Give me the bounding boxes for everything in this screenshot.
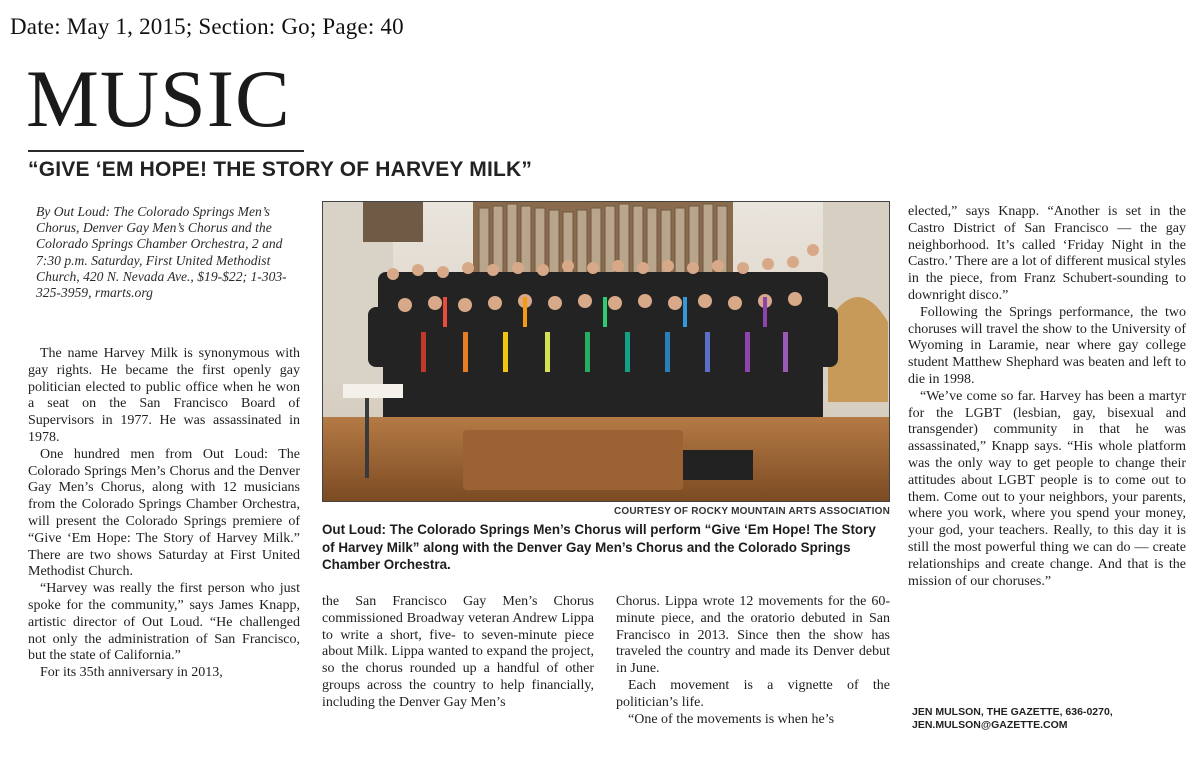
paragraph: One hundred men from Out Loud: The Colorado Springs Men’s Chorus and the Denver Gay Men’s Chorus, along with 12 musicians from the Colorado Springs Chamber Orchestra, will present the Colorado Springs premiere of “Give ‘Em Hope: The Story of Harvey Milk.” There are two shows Saturday at First United Methodist Church. bbox=[28, 446, 300, 580]
article-column-3 bbox=[616, 594, 890, 728]
paragraph: elected,” says Knapp. “Another is set in the Castro District of San Francisco — the gay neighborhood. It’s called ‘Friday Night in the Castro.’ There are a lot of different musical styles in the piece, from Franz Schubert-sounding to downright disco.” bbox=[908, 204, 1186, 303]
paragraph: Following the Springs performance, the two choruses will travel the show to the University of Wyoming in Laramie, near where gay college student Matthew Shephard was beaten and left to die in 1998. bbox=[908, 304, 1186, 387]
article-column-1 bbox=[28, 346, 300, 682]
article-headline: “GIVE ‘EM HOPE! THE STORY OF HARVEY MILK” bbox=[28, 158, 533, 181]
paragraph: The name Harvey Milk is synonymous with gay rights. He became the first openly gay politician elected to public office when he won a seat on the San Francisco Board of Supervisors in 1977. He was assassinated in 1978. bbox=[28, 346, 300, 445]
author-email: JEN.MULSON@GAZETTE.COM bbox=[912, 719, 1068, 731]
paragraph: “Harvey was really the first person who just spoke for the community,” says James Knapp, artistic director of Out Loud. “He challenged not only the administration of San Francisco, but the state of California.” bbox=[28, 581, 300, 664]
section-title: MUSIC bbox=[26, 53, 291, 144]
paragraph: Chorus. Lippa wrote 12 movements for the 60-minute piece, and the oratorio debuted in San Francisco in 2013. Since then the show has traveled the country and made its Denver debut in June. bbox=[616, 594, 890, 677]
paragraph: “We’ve come so far. Harvey has been a martyr for the LGBT (lesbian, gay, bisexual and transgender) community in that he was assassinated,” Knapp says. “His whole platform was the only way to get people to change their attitudes about LGBT people is to come out to them. Come out to your neighbors, your parents, where you work, where you spend your money, your god, your teachers. Really, to this day it is still the most powerful thing we can do — create relationships and create change. And that is the mission of our choruses.” bbox=[908, 388, 1186, 589]
chorus-photo bbox=[322, 201, 890, 502]
section-header bbox=[26, 53, 304, 152]
paragraph: For its 35th anniversary in 2013, bbox=[40, 665, 223, 681]
photo-caption: Out Loud: The Colorado Springs Men’s Chorus will perform “Give ‘Em Hope! The Story of Harvey Milk” along with the Denver Gay Men’s Chorus and the Colorado Springs Chamber Orchestra. bbox=[322, 522, 876, 572]
photo-credit: COURTESY OF ROCKY MOUNTAIN ARTS ASSOCIATION bbox=[613, 506, 890, 517]
author-line: JEN MULSON, THE GAZETTE, 636-0270, bbox=[912, 706, 1113, 718]
paragraph: the San Francisco Gay Men’s Chorus commissioned Broadway veteran Andrew Lippa to write a short, five- to seven-minute piece about Milk. Lippa wanted to expand the project, so the chorus rounded up a handful of other groups across the country to help financially, including the Denver Gay Men’s bbox=[322, 594, 594, 710]
article-column-2 bbox=[322, 594, 594, 712]
paragraph: “One of the movements is when he’s bbox=[628, 711, 835, 727]
article-column-4 bbox=[908, 204, 1186, 590]
dateline: Date: May 1, 2015; Section: Go; Page: 40 bbox=[10, 14, 404, 39]
paragraph: Each movement is a vignette of the politician’s life. bbox=[616, 677, 890, 710]
author-signature bbox=[912, 706, 1113, 732]
event-infobox: By Out Loud: The Colorado Springs Men’s Chorus, Denver Gay Men’s Chorus and the Colorado Springs Chamber Orchestra, 2 and 7:30 p.m. Saturday, First United Methodist Church, 420 N. Nevada Ave., $19-$22; 1-303-325-3959, rmarts.org bbox=[36, 204, 287, 301]
